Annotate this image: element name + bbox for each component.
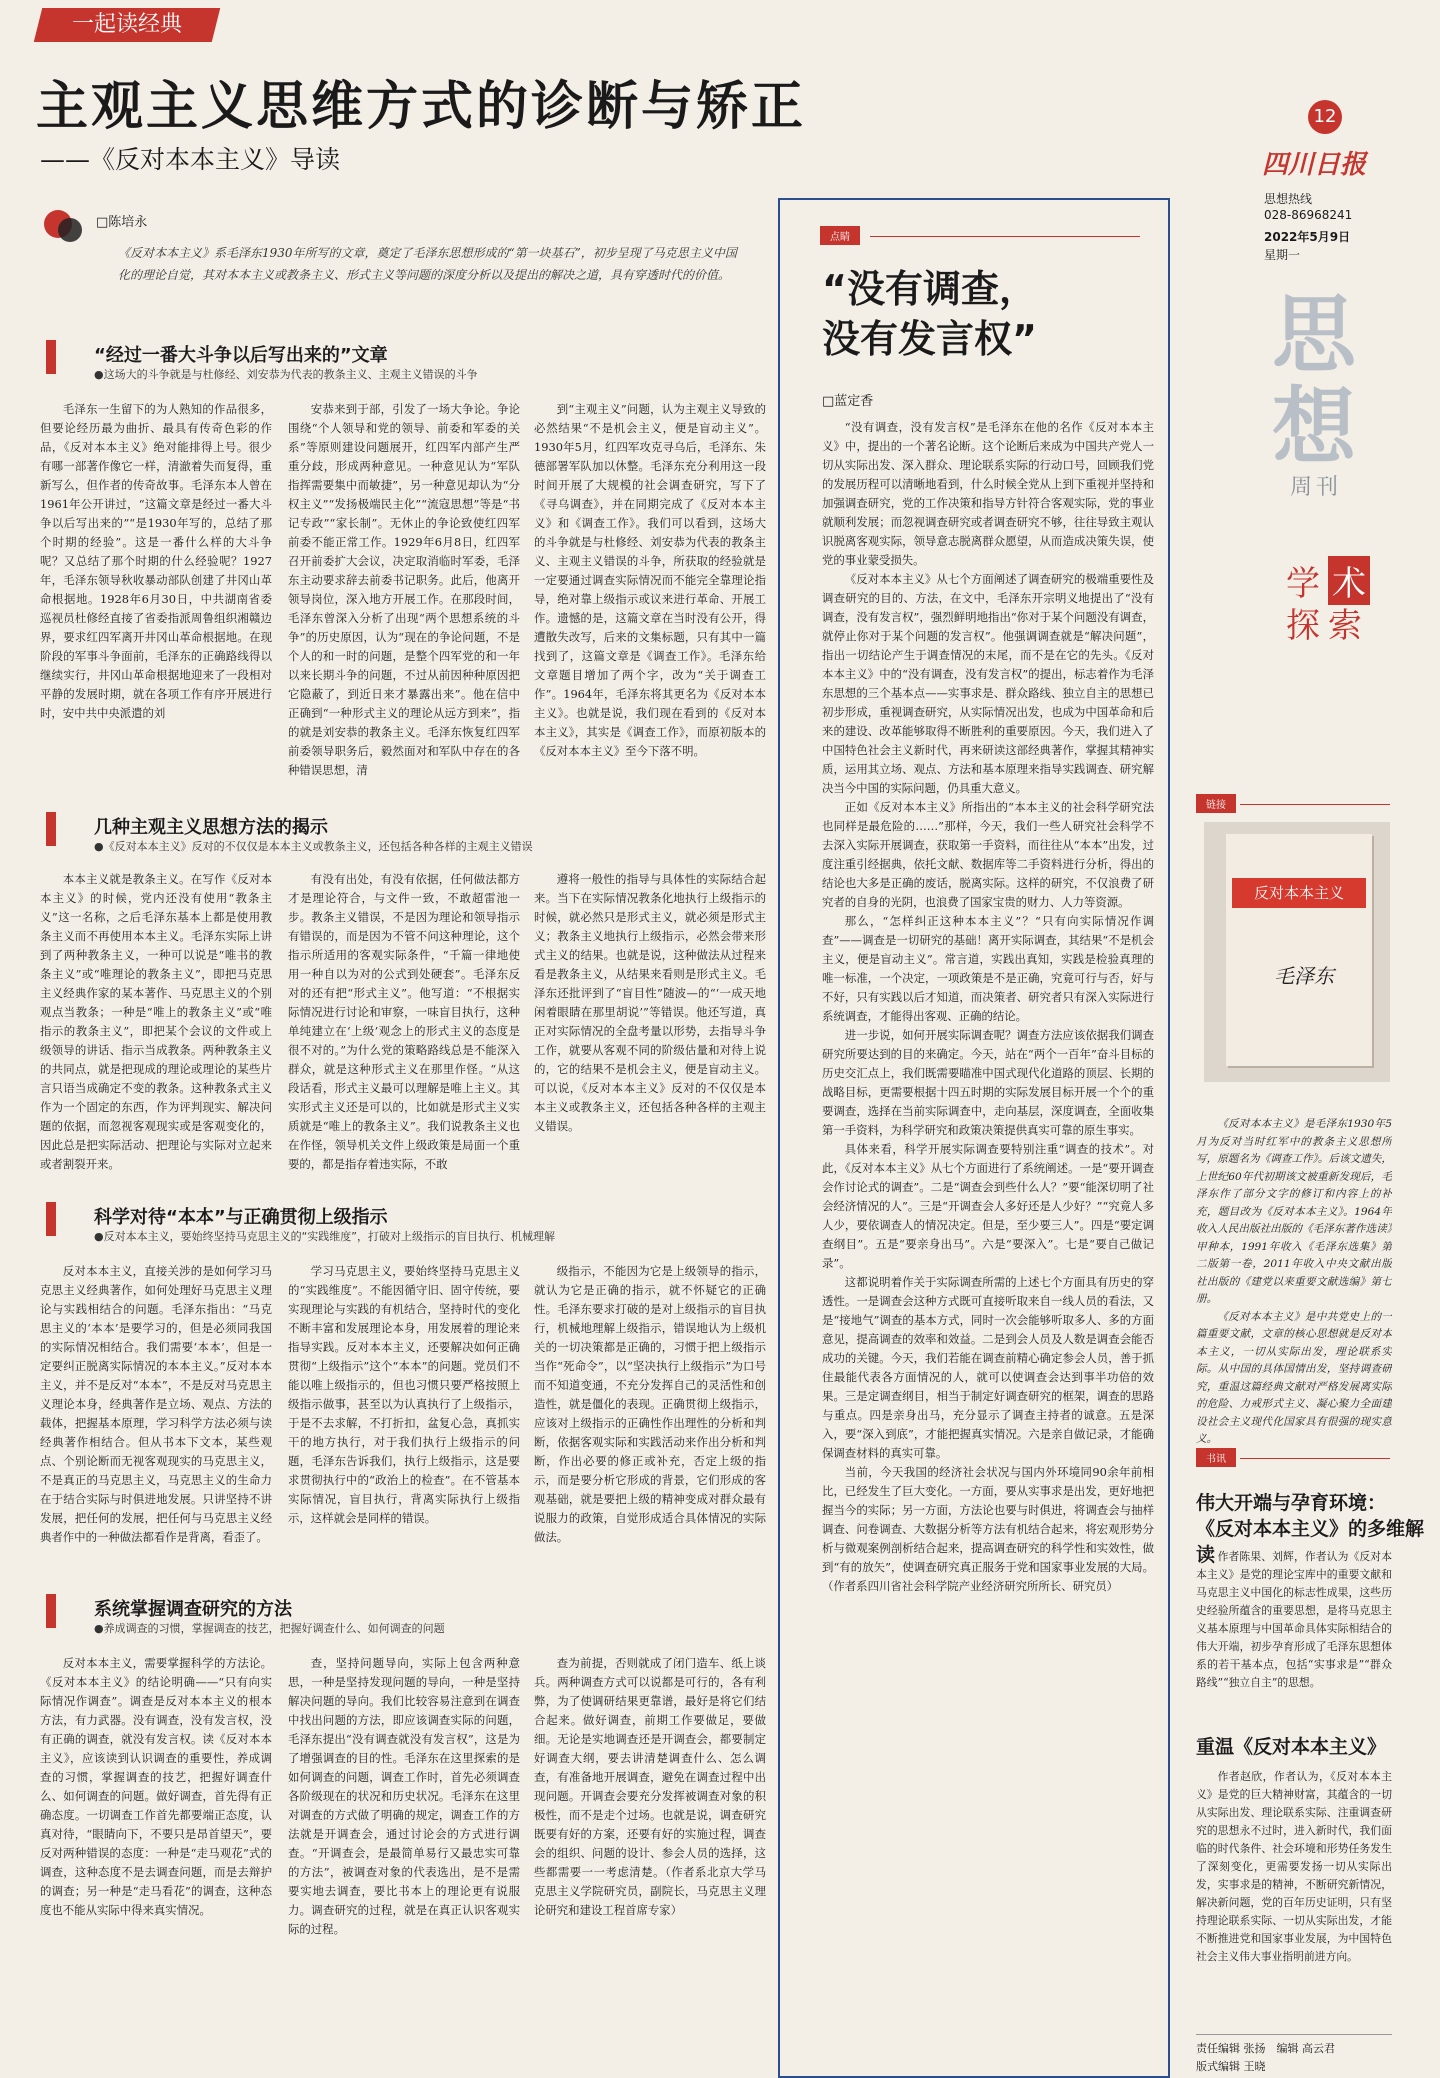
section-marker [46,812,56,846]
footer-rule [1196,2034,1392,2035]
newspaper-logo: 四川日报 [1262,150,1367,180]
section-1-col-1: 毛泽东一生留下的为人熟知的作品很多，但要论经历最为曲折、最具有传奇色彩的作品，《反对本本主义》绝对能排得上号。很少有哪一部著作像它一样，清澈着失而复得，重新写么，但作者的传奇故事。毛泽东本人曾在1961年公开讲过，“这篇文章是经过一番大斗争以后写出来的”“是1930年写的，总结了那个时期的经验”。这是一番什么样的大斗争呢？又总结了那个时期的什么经验呢？1927年，毛泽东领导秋收暴动部队创建了井冈山革命根据地。1928年6月30日，中共湖南省委巡视员杜修经直接了省委指派周鲁组织湘赣边界，要求红四军离开井冈山革命根据地。在现阶段的军事斗争面前，毛泽东的正确路线得以继续实行，井冈山革命根据地迎来了一段相对平静的发展时期，就在各项工作有序开展进行时，安中共中央派遣的刘 [40,402,272,720]
section-4-col-2: 查，坚持问题导向，实际上包含两种意思，一种是坚持发现问题的导向，一种是坚持解决问题的导向。我们比较容易注意到在调查中找出问题的方法，即应该调查实际的问题，毛泽东提出“没有调查就没有发言权”，这是为了增强调查的目的性。毛泽东在这里探索的是如何调查的问题，调查工作时，首先必须调查各阶级现在的状况和历史状况。毛泽东在这里对调查的方式做了明确的规定，调查工作的方法就是开调查会，通过讨论会的方式进行调查。“开调查会，是最简单易行又最忠实可靠的方法”，被调查对象的代表选出，是不是需要实地去调查，要比书本上的理论更有说服力。调查研究的过程，就是在真正认识客观实际的过程。 [288,1656,520,1936]
commentary-tag: 点睛 [820,226,860,245]
book-cover-author: 毛泽东 [1274,964,1334,988]
book-review-title: 重温《反对本本主义》 [1196,1736,1387,1758]
section-title: 几种主观主义思想方法的揭示 [94,817,328,838]
section-marker [46,340,56,374]
link-tag: 链接 [1196,794,1236,813]
section-2-col-2: 有没有出处，有没有依据，任何做法都方才是理论符合，与文件一致，不敢超雷池一步。教条主义错误，不是因为理论和领导指示有错误的，而是因为不管不问这种理论，这个指示所适用的客观实际条件，“千篇一律地使用一种自以为对的公式到处硬套”。毛泽东反对的还有把“形式主义”。他写道：“不根据实际情况进行讨论和审察，一味盲目执行，这种单纯建立在‘上级’观念上的形式主义的态度是很不对的。”为什么党的策略路线总是不能深入群众，就是这种形式主义在那里作怪。“从这段话看，形式主义最可以理解是唯上主义。其实形式主义还是可以的，比如就是形式主义实质就是“唯上的教条主义”。我们说教条主义也在作怪，领导机关文件上级政策是局面一个重要的，都是指存着违实际，不敢 [288,872,520,1171]
section-subtitle: ●反对本本主义，要始终坚持马克思主义的“实践维度”，打破对上级指示的盲目执行、机械理解 [94,1230,555,1243]
editor-credits: 版式编辑 王晓 [1196,2060,1266,2073]
hotline-number: 028-86968241 [1264,208,1353,222]
tag-rule [870,236,1140,237]
section-4-col-3: 查为前提，否则就成了闭门造车、纸上谈兵。两种调查方式可以说都是可行的，各有利弊，为了使调研结果更靠谱，最好是将它们结合起来。做好调查，前期工作要做足，要做细。无论是实地调查还是开调查会，都要制定好调查大纲，要去讲清楚调查什么、怎么调查，有准备地开展调查，避免在调查过程中出现问题。开调查会要充分发挥被调查对象的积极性，而不是走个过场。也就是说，调查研究既要有好的方案，还要有好的实施过程，调查会的组织、问题的设计、参会人员的选择，这些都需要一一考虑清楚。（作者系北京大学马克思主义学院研究员，副院长，马克思主义理论研究和建设工程首席专家） [534,1656,766,1917]
reading-tag: 书讯 [1196,1448,1236,1467]
section-title: 系统掌握调查研究的方法 [94,1599,292,1620]
page-subtitle: ——《反对本本主义》导读 [40,145,341,174]
book-review-text: 作者陈果、刘辉，作者认为《反对本本主义》是党的理论宝库中的重要文献和马克思主义中国化的标志性成果，这些历史经验所蕴含的重要思想，是将马克思主义基本原理与中国革命具体实际相结合的伟大开端，初步孕育形成了毛泽东思想体系的若干基本点，包括“实事求是”“群众路线”“独立自主”的思想。 [1196,1550,1392,1689]
weekly-label: 周刊 [1290,475,1343,500]
issue-weekday: 星期一 [1264,248,1301,262]
section-3-col-3: 级指示，不能因为它是上级领导的指示，就认为它是正确的指示，就不怀疑它的正确性。毛泽东要求打破的是对上级指示的盲目执行，机械地理解上级指示，错误地认为上级机关的一切决策都是正确的，习惯于把上级指示当作“死命令”，以“坚决执行上级指示”为口号而不知道变通，不充分发挥自己的灵活性和创造性，就是僵化的表现。正确贯彻上级指示，应该对上级指示的正确性作出理性的分析和判断，依据客观实际和实践活动来作出分析和判断，作出必要的修正或补充，否定上级的指示，而是要分析它形成的背景，它们形成的客观基础，就是要把上级的精神变成对群众最有说服力的政策，自觉形成适合具体情况的实际做法。 [534,1264,766,1544]
page-number-badge: 12 [1308,100,1342,134]
section-title: “经过一番大斗争以后写出来的”文章 [94,345,388,366]
section-3-col-2: 学习马克思主义，要始终坚持马克思主义的“实践维度”。不能因循守旧、固守传统，要实现理论与实践的有机结合，坚持时代的变化不断丰富和发展理论本身，用发展着的理论来指导实践。反对本本主义，还要解决如何正确贯彻“上级指示”这个“本本”的问题。党员们不能以唯上级指示的，但也习惯只要严格按照上级指示做事，甚至以为认真执行了上级指示，于是不去求解，不打折扣，盆复心急，真抓实干的地方执行，对于我们执行上级指示的问题，毛泽东告诉我们，执行上级指示，这是要求贯彻执行中的“政治上的检查”。在不管基本实际情况，盲目执行，背离实际执行上级指示，这样就会是同样的错误。 [288,1264,520,1525]
commentary-author: □蓝定香 [822,394,874,409]
column-kicker: 一起读经典 [34,8,220,42]
article-intro: 《反对本本主义》系毛泽东1930年所写的文章，奠定了毛泽东思想形成的“第一块基石”，初步呈现了马克思主义中国化的理论自觉，其对本本主义或教条主义、形式主义等问题的深度分析以及提出的解决之道，具有穿透时代的价值。 [118,246,737,282]
section-subtitle: ●《反对本本主义》反对的不仅仅是本本主义或教条主义，还包括各种各样的主观主义错误 [94,840,533,853]
section-title: 科学对待“本本”与正确贯彻上级指示 [94,1207,388,1228]
book-caption: 《反对本本主义》是毛泽东1930年5月为反对当时红军中的教条主义思想所写，原题名为《调查工作》。后该文遗失，上世纪60年代初期该文被重新发现后，毛泽东作了部分文字的修订和内容上的补充，题目改为《反对本本主义》。1964年收入人民出版社出版的《毛泽东著作选读》甲种本，1991年收入《毛泽东选集》第二版第一卷，2011年收入中央文献出版社出版的《建党以来重要文献选编》第七册。 《反对本本主义》是中共党史上的一篇重要文献，文章的核心思想就是反对本本主义，一切从实际出发，理论联系实际。从中国的具体国情出发，坚持调查研究，重温这篇经典文献对严格发展离实际的危险、力戒形式主义、凝心聚力全面建设社会主义现代化国家具有很强的现实意义。 [1196,1118,1392,1445]
section-banner-char: 思 [1272,286,1357,384]
issue-date: 2022年5月9日 [1264,230,1351,244]
academic-explore-logo: 学 术 探 索 [1286,556,1370,640]
book-review-text: 作者赵欣，作者认为，《反对本本主义》是党的巨大精神财富，其蕴含的一切从实际出发、理论联系实际、注重调查研究的思想永不过时，进入新时代，我们面临的时代条件、社会环境和形势任务发生了深刻变化，更需要发扬一切从实际出发，实事求是的精神，不断研究新情况，解决新问题，党的百年历史证明，只有坚持理论联系实际、一切从实际出发，才能不断推进党和国家事业发展，为中国特色社会主义伟大事业指明前进方向。 [1196,1770,1392,1963]
section-4-col-1: 反对本本主义，需要掌握科学的方法论。《反对本本主义》的结论明确——“只有向实际情况作调查”。调查是反对本本主义的根本方法，有力武器。没有调查，没有发言权，没有正确的调查，就没有发言权。读《反对本本主义》，应该读到认识调查的重要性，养成调查的习惯，掌握调查的技艺，把握好调查什么、如何调查的问题。做好调查，首先得有正确态度。一切调查工作首先都要端正态度，认真对待，“眼睛向下，不要只是昂首望天”，要反对两种错误的态度：一种是“走马观花”式的调查，这种态度不是去调查问题，而是去辩护的调查；另一种是“走马看花”的调查，这种态度也不能从实际中得来真实情况。 [40,1656,272,1917]
section-1-col-3: 到“主观主义”问题，认为主观主义导致的必然结果“不是机会主义，便是盲动主义”。1930年5月，红四军攻克寻乌后，毛泽东、朱德部署军队加以休整。毛泽东充分利用这一段时间开展了大规模的社会调查研究，写下了《寻乌调查》，并在同期完成了《反对本本主义》和《调查工作》。我们可以看到，这场大的斗争就是与杜修经、刘安恭为代表的教条主义、主观主义错误的斗争，所获取的经验就是一定要通过调查实际情况而不能完全靠理论指导，绝对靠上级指示或议来进行革命、开展工作。遗憾的是，这篇文章在当时没有公开，得遭散失改写，后来的文集标题，只有其中一篇找到了，这篇文章是《调查工作》。毛泽东给文章题目增加了两个字，改为“关于调查工作”。1964年，毛泽东将其更名为《反对本本主义》。也就是说，我们现在看到的《反对本本主义》，其实是《调查工作》，而原初版本的《反对本本主义》至今下落不明。 [534,402,766,758]
author-name: □陈培永 [96,215,148,230]
tag-rule [1240,804,1390,805]
book-review-title: 伟大开端与孕育环境： 《反对本本主义》的多维解读 [1196,1492,1425,1566]
section-3-col-1: 反对本本主义，直接关涉的是如何学习马克思主义经典著作，如何处理好马克思主义理论与实践相结合的问题。毛泽东指出：“马克思主义的‘本本’是要学习的，但是必须同我国的实际情况相结合。我们需要‘本本’，但是一定要纠正脱离实际情况的本本主义。”反对本本主义，并不是反对“本本”，不是反对马克思主义理论本身，经典著作是立场、观点、方法的载体，把握基本原理，学习科学方法必须与读经典著作相结合。但从书本下文本，某些观点、个别论断而无视客观现实的马克思主义，不是真正的马克思主义，马克思主义的生命力在于结合实际与时俱进地发展。只讲坚持不讲发展，把任何的发展，把任何与马克思主义经典者作中的一种做法都看作是背离，看歪了。 [40,1264,272,1544]
hotline-label: 思想热线 [1264,192,1313,206]
commentary-body: “没有调查，没有发言权”是毛泽东在他的名作《反对本本主义》中，提出的一个著名论断。这个论断后来成为中国共产党人一切从实际出发、深入群众、理论联系实际的行动口号，回顾我们党的发展历程可以清晰地看到，什么时候全党从上到下重视并坚持和加强调查研究，党的工作决策和指导方针符合客观实际，党的事业就顺利发展；而忽视调查研究或者调查研究不够，往往导致主观认识脱离客观实际，领导意志脱离群众愿望，从而造成决策失误，使党的事业蒙受损失。 《反对本本主义》从七个方面阐述了调查研究的极端重要性及调查研究的目的、方法，在文中，毛泽东开宗明义地提出了“没有调查，没有发言权”，强烈鲜明地指出“你对于某个问题没有调查，就停止你对于某个问题的发言权”。他强调调查就是“解决问题”，指出一切结论产生于调查情况的末尾，而不是在它的先头。《反对本本主义》中的“没有调查，没有发言权”的提出，标志着作为毛泽东思想的三个基本点——实事求是、群众路线、独立自主的思想已初步形成，重视调查研究，从实际情况出发，也成为中国革命和后来的建设、改革能够取得不断胜利的重要原因。今天，我们进入了中国特色社会主义新时代，再来研读这部经典著作，掌握其精神实质，运用其立场、观点、方法和基本原理来指导实践调查、研究解决当今中国的实际问题，仍具重大意义。 正如《反对本本主义》所指出的“本本主义的社会科学研究法也同样是最危险的……”那样，今天，我们一些人研究社会科学不去深入实际开展调查，获取第一手资料，而往往从“本本”出发，过度注重引经据典，依托文献、数据库等二手资料进行分析，得出的结论也大多是正确的废话，脱离实际。这样的研究，不仅浪费了研究者的自身的光阴，也浪费了国家宝贵的财力、人力等资源。 那么，“怎样纠正这种本本主义”？“只有向实际情况作调查”——调查是一切研究的基础！离开实际调查，其结果“不是机会主义，便是盲动主义”。常言道，实践出真知，实践是检验真理的唯一标准，一个决定，一项政策是不是正确，究竟可行与否，好与不好，只有实践以后才知道，而决策者、研究者只有深入实际进行系统调查，才能得出客观、正确的结论。 进一步说，如何开展实际调查呢？调查方法应该依据我们调查研究所要达到的目的来确定。今天，站在“两个一百年”奋斗目标的历史交汇点上，我们既需要瞄准中国式现代化道路的顶层、长期的战略目标，更需要根据十四五时期的实际发展目标开展一个个的重要调查，选择在当前实际调查中，走向基层，深度调查，全面收集第一手资料，为科学研究和政策决策提供真实可靠的原生事实。 具体来看，科学开展实际调查要特别注重“调查的技术”。对此，《反对本本主义》从七个方面进行了系统阐述。一是“要开调查会作讨论式的调查”。二是“调查会到些什么人？”要“能深切明了社会经济情况的人”。三是“开调查会人多好还是人少好？”“究竟人多人少，要依调查人的情况决定。但是，至少要三人”。四是“要定调查纲目”。五是“要亲身出马”。六是“要深入”。七是“要自己做记录”。 这都说明着作关于实际调查所需的上述七个方面具有历史的穿透性。一是调查会这种方式既可直接听取来自一线人员的看法，又是“接地气”调查的基本方式，同时一次会能够听取多人、多的方面意见，提高调查的效率和效益。二是到会人员及人数是调查会能否成功的关键。今天，我们若能在调查前精心确定参会人员，善于抓住最能代表各方面情况的人，就可以使调查会达到事半功倍的效果。三是定调查纲目，相当于制定好调查研究的框架，调查的思路与重点。四是亲身出马，充分显示了调查主持者的诚意。五是深入，要“深入到底”，才能把握真实情况。六是亲自做记录，才能确保调查材料的真实可靠。 当前，今天我国的经济社会状况与国内外环境同90余年前相比，已经发生了巨大变化。一方面，要从实事求是出发，更好地把握当今的实际；另一方面，方法论也要与时俱进，将调查会与抽样调查、问卷调查、大数据分析等方法有机结合起来，将宏观形势分析与微观案例剖析结合起来，提高调查研究的科学性和实效性，做到“有的放矢”，使调查研究真正服务于党和国家事业发展的大局。（作者系四川省社会科学院产业经济研究所所长、研究员） [822,420,1154,1593]
section-banner-char: 想 [1272,378,1357,476]
section-marker [46,1594,56,1628]
section-subtitle: ●这场大的斗争就是与杜修经、刘安恭为代表的教条主义、主观主义错误的斗争 [94,368,478,381]
section-2-col-3: 遵将一般性的指导与具体性的实际结合起来。当下在实际情况教条化地执行上级指示的时候，就必然只是形式主义，就必须是形式主义；教条主义地执行上级指示，必然会带来形式主义的结果。也就是说，这种做法从过程来看是教条主义，从结果来看则是形式主义。毛泽东还批评到了“盲目性”随波—的“‘一成天地闲着眼睛在那里胡说’”等错误。他还写道，真正对实际情况的全盘考量以形势，去指导斗争工作，就要从客观不同的阶级估量和对待上说的，它的结果不是机会主义，便是盲动主义。可以说，《反对本本主义》反对的不仅仅是本本主义或教条主义，还包括各种各样的主观主义错误。 [534,872,766,1133]
author-bubble-icon-dark [58,218,82,242]
section-subtitle: ●养成调查的习惯，掌握调查的技艺，把握好调查什么、如何调查的问题 [94,1622,445,1635]
section-2-col-1: 本本主义就是教条主义。在写作《反对本本主义》的时候，党内还没有使用“教条主义”这一名称，之后毛泽东基本上都是使用教条主义而不再使用本本主义。毛泽东实际上讲到了两种教条主义，一种可以说是“唯书的教条主义”或“唯理论的教条主义”，即把马克思主义经典作家的某本著作、马克思主义的个别观点当教条；一种是“唯上的教条主义”或“唯指示的教条主义”，即把某个会议的文件或上级领导的讲话、指示当成教条。两种教条主义的共同点，就是把现成的理论或理论的某些片言只语当成确定不变的教条。这种教条式主义作为一个固定的东西，作为评判现实、解决问题的依据，而忽视客观现实或是客观变化的，因此总是把实际活动、把理论与实际对立起来或者割裂开来。 [40,872,272,1171]
book-cover-photo [1204,822,1390,1082]
page-title: 主观主义思维方式的诊断与矫正 [36,77,807,137]
commentary-title: “没有调查， 没有发言权” [822,267,1037,361]
editor-credits: 责任编辑 张扬 编辑 高云君 [1196,2042,1335,2055]
book-cover-title: 反对本本主义 [1232,878,1366,908]
section-marker [46,1202,56,1236]
section-1-col-2: 安恭来到于部，引发了一场大争论。争论围绕“个人领导和党的领导、前委和军委的关系”等原则建设问题展开，红四军内部产生严重分歧，形成两种意见。一种意见认为“军队指挥需要集中而敏捷”，另一种意见却认为“分权主义”“发扬极端民主化”“流寇思想”等是“书记专政”“家长制”。无休止的争论致使红四军前委不能正常工作。1929年6月8日，红四军召开前委扩大会议，决定取消临时军委，毛泽东主动要求辞去前委书记职务。此后，他离开领导岗位，深入地方开展工作。在那段时间，毛泽东曾深入分析了出现“两个思想系统的斗争”的历史原因，认为“现在的争论问题，不是个人的和一时的问题，是整个四军党的和一年以来长期斗争的问题，不过从前因种种原因把它隐蔽了，到近日来才暴露出来”。他在信中正确到“一种形式主义的理论从远方到来”，指的就是刘安恭的教条主义。毛泽东恢复红四军前委领导职务后，毅然面对和军队中存在的各种错误思想，清 [288,402,520,777]
book-cover [1226,834,1372,1066]
tag-rule [1240,1458,1390,1459]
